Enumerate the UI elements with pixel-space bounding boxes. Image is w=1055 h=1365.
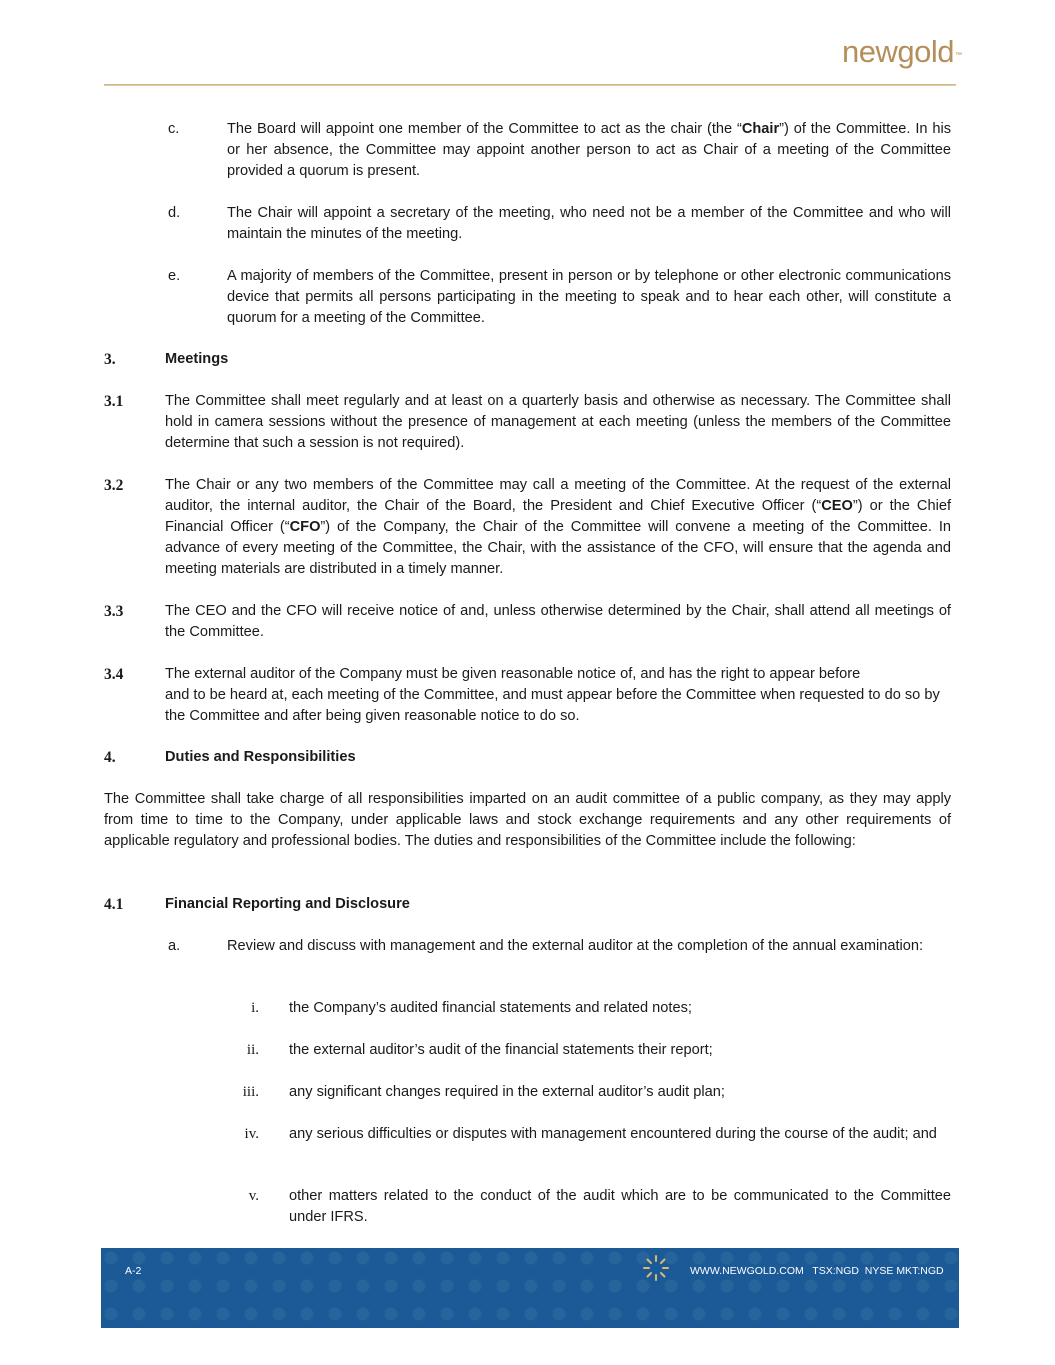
logo-text: newgold: [842, 34, 954, 69]
item-e-marker: e.: [168, 268, 181, 284]
section-3-4-rest: and to be heard at, each meeting of the Committee, and must appear before the Committee when requested to do so by the Committee and after being given reasonable notice to do so.: [165, 687, 940, 724]
subitem-i-marker: i.: [251, 1000, 259, 1016]
section-4-1-number: 4.1: [104, 896, 124, 913]
section-3-title: Meetings: [165, 351, 229, 367]
subitem-i-text: the Company’s audited financial statements and related notes;: [289, 1000, 692, 1016]
section-3-3-text: The CEO and the CFO will receive notice of and, unless otherwise determined by the Chair, shall attend all meetings of the Committee.: [165, 603, 951, 640]
item-d-marker: d.: [168, 205, 181, 221]
subitem-iii-marker: iii.: [242, 1084, 259, 1100]
item-e-text: A majority of members of the Committee, present in person or by telephone or other electronic communications device that permits all persons participating in the meeting to speak and to hear each other, will constitute a quorum for a meeting of the Committee.: [227, 268, 951, 326]
section-3-2-number: 3.2: [104, 477, 124, 494]
item-a-marker: a.: [168, 938, 181, 954]
section-3-4-number: 3.4: [104, 666, 124, 683]
item-c-text-before: The Board will appoint one member of the Committee to act as the chair (the “: [227, 121, 742, 137]
item-d-text: The Chair will appoint a secretary of the meeting, who need not be a member of the Committee and who will maintain the minutes of the meeting.: [227, 205, 951, 242]
defined-term-chair: Chair: [741, 121, 780, 137]
item-c-marker: c.: [168, 121, 180, 137]
defined-term-ceo: CEO: [821, 498, 853, 514]
section-4-1-title: Financial Reporting and Disclosure: [165, 896, 410, 912]
section-3-3-number: 3.3: [104, 603, 124, 620]
subitem-iv-text: any serious difficulties or disputes with management encountered during the course of the audit; and: [289, 1126, 937, 1142]
item-c-text: [227, 119, 951, 182]
item-a-text: Review and discuss with management and the external auditor at the completion of the annual examination:: [227, 938, 924, 954]
section-4-number: 4.: [104, 749, 116, 766]
sunburst-icon: [642, 1254, 670, 1282]
page-number: A-2: [125, 1265, 142, 1277]
logo-trademark: ™: [954, 52, 962, 59]
section-3-2-text-part2: ”) or the Chief Financial Officer (“: [165, 498, 952, 535]
section-3-number: 3.: [104, 351, 116, 368]
subitem-ii-text: the external auditor’s audit of the financial statements their report;: [289, 1042, 713, 1058]
section-3-1-number: 3.1: [104, 393, 124, 410]
subitem-iv-marker: iv.: [244, 1126, 259, 1142]
section-4-intro: The Committee shall take charge of all responsibilities imparted on an audit committee of a public company, as they may apply from time to time to the Company, under applicable laws and stock exchange requirements and any other requirements of applicable regulatory and professional bodies. The duties and responsibilities of the Committee include the following:: [104, 791, 951, 849]
section-3-1-text: The Committee shall meet regularly and at least on a quarterly basis and otherwise as necessary. The Committee shall hold in camera sessions without the presence of management at each meeting (unless the members of the Committee determine that such a session is not required).: [165, 393, 951, 451]
header-divider: [104, 84, 956, 86]
section-3-2-text: [165, 475, 951, 580]
section-3-4-text: [165, 664, 955, 727]
defined-term-cfo: CFO: [289, 519, 321, 535]
subitem-ii-marker: ii.: [246, 1042, 259, 1058]
section-3-2-text-part1: The Chair or any two members of the Committee may call a meeting of the Committee. At the request of the external auditor, the internal auditor, the Chair of the Board, the President and Chief Executive Officer (“: [165, 477, 951, 514]
section-4-title: Duties and Responsibilities: [165, 749, 356, 765]
footer-links: WWW.NEWGOLD.COM TSX:NGD NYSE MKT:NGD: [690, 1265, 944, 1277]
item-c-text-after: ”) of the Committee. In his or her absence, the Committee may appoint another person to act as Chair of a meeting of the Committee provided a quorum is present.: [227, 121, 951, 179]
subitem-v-marker: v.: [248, 1188, 259, 1204]
subitem-iii-text: any significant changes required in the external auditor’s audit plan;: [289, 1084, 725, 1100]
section-3-2-text-part3: ”) of the Company, the Chair of the Committee will convene a meeting of the Committee. In advance of every meeting of the Committee, the Chair, with the assistance of the CFO, will ensure that the agenda and meeting materials are distributed in a timely manner.: [165, 519, 951, 577]
footer-band: [101, 1248, 959, 1328]
subitem-v-text: other matters related to the conduct of the audit which are to be communicated to the Committee under IFRS.: [289, 1188, 951, 1225]
section-3-4-line1: The external auditor of the Company must be given reasonable notice of, and has the right to appear before: [165, 666, 861, 682]
newgold-logo: [842, 34, 961, 70]
